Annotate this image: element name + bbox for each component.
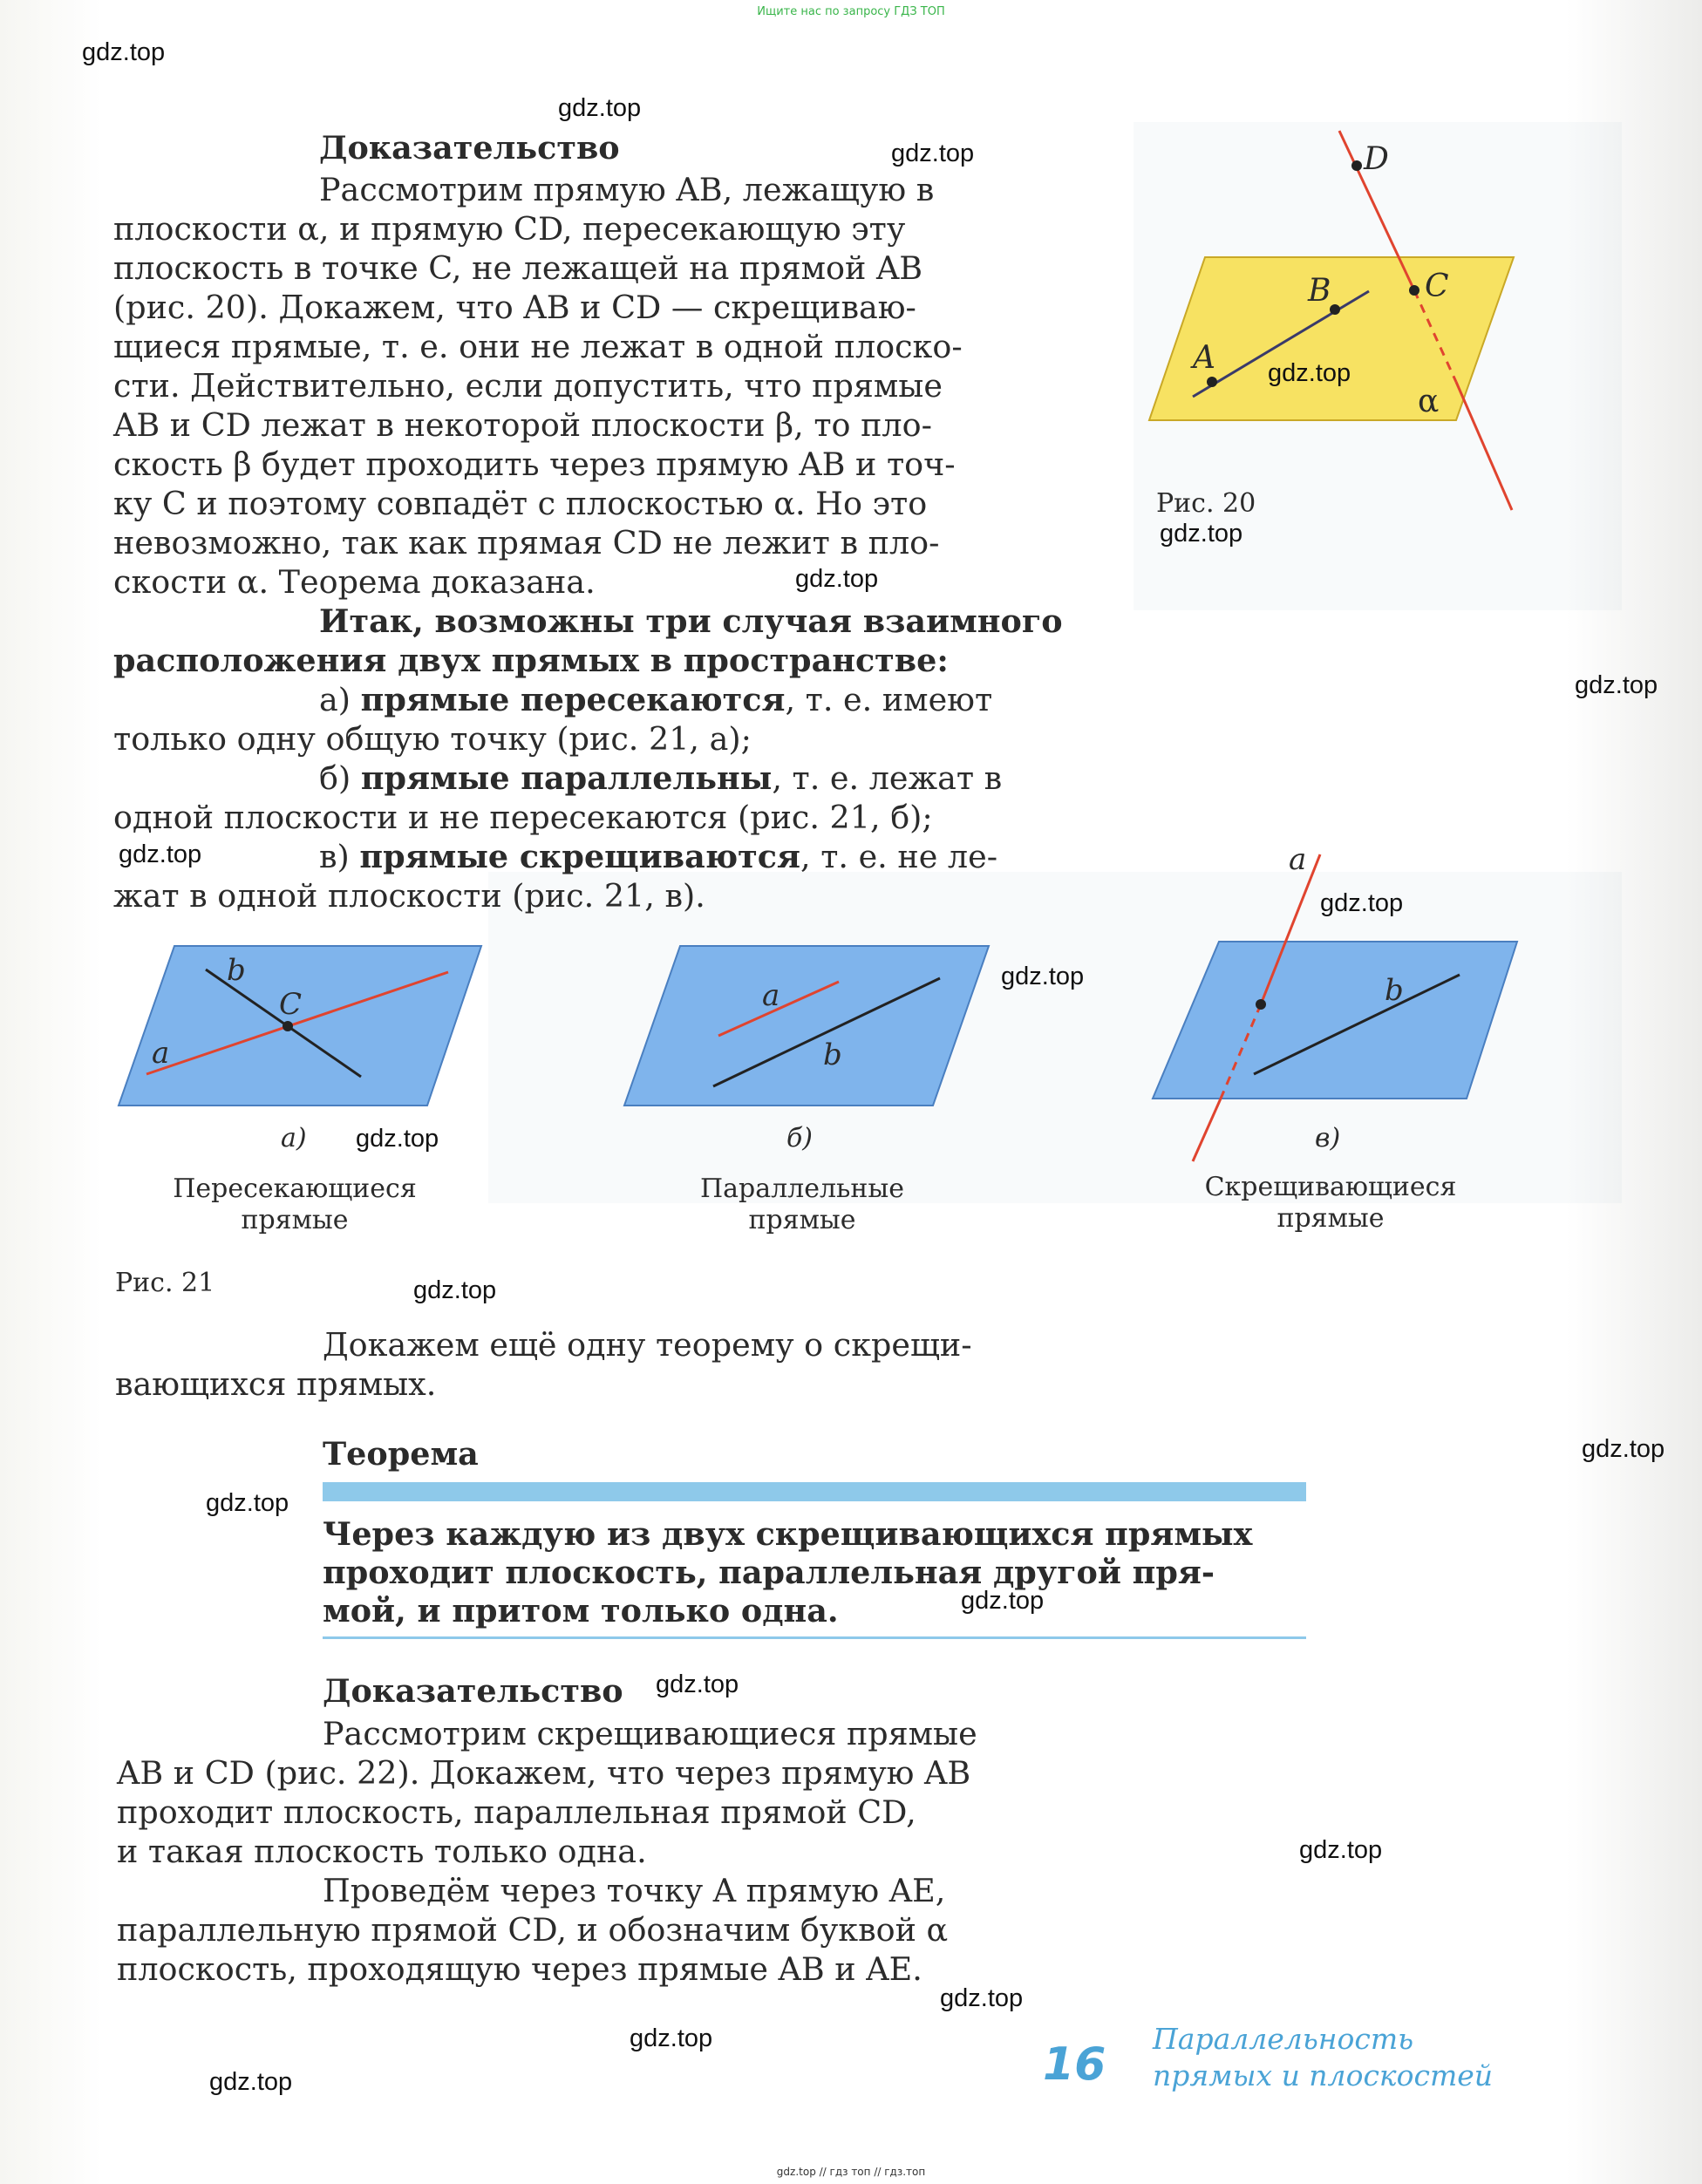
text-line: щиеся прямые, т. е. они не лежат в одной плоско- bbox=[113, 328, 963, 365]
panel-title bbox=[663, 1174, 942, 1236]
case-rest: , т. е. имеют bbox=[785, 681, 993, 718]
text-line: плоскость в точке C, не лежащей на прямой AB bbox=[113, 249, 923, 287]
figure-21-caption: Рис. 21 bbox=[115, 1268, 215, 1298]
panel-letter: б) bbox=[786, 1123, 814, 1153]
watermark: gdz.top bbox=[413, 1276, 497, 1304]
text-line: параллельную прямой CD, и обозначим буквой α bbox=[117, 1911, 949, 1949]
case-label: а) bbox=[319, 681, 351, 718]
plane-a bbox=[119, 946, 481, 1106]
watermark: gdz.top bbox=[1268, 359, 1351, 387]
text-line: Докажем ещё одну теорему о скрещи- bbox=[323, 1326, 972, 1364]
watermark: gdz.top bbox=[940, 1984, 1024, 2012]
watermark: gdz.top bbox=[558, 94, 642, 122]
watermark: gdz.top bbox=[356, 1125, 439, 1153]
watermark: gdz.top bbox=[209, 2068, 293, 2096]
theorem-heading: Теорема bbox=[323, 1435, 479, 1473]
theorem-line: мой, и притом только одна. bbox=[323, 1592, 839, 1629]
case-label: б) bbox=[319, 759, 351, 797]
chapter-line: прямых и плоскостей bbox=[1153, 2058, 1494, 2092]
watermark: gdz.top bbox=[1582, 1435, 1665, 1463]
text-line: AB и CD (рис. 22). Докажем, что через прямую AB bbox=[117, 1754, 971, 1792]
watermark: gdz.top bbox=[630, 2024, 713, 2052]
panel-title-line: прямые bbox=[1276, 1203, 1385, 1234]
text-line: скость β будет проходить через прямую AB и точ- bbox=[113, 446, 956, 483]
watermark: gdz.top bbox=[795, 565, 879, 593]
watermark: gdz.top bbox=[82, 38, 166, 66]
text-line: невозможно, так как прямая CD не лежит в пло- bbox=[113, 524, 940, 561]
case-rest: , т. е. лежат в bbox=[772, 759, 1003, 797]
theorem-line: Через каждую из двух скрещивающихся прямых bbox=[323, 1515, 1253, 1553]
text-line: скости α. Теорема доказана. bbox=[113, 563, 596, 601]
text-line: Проведём через точку A прямую AE, bbox=[323, 1872, 946, 1909]
watermark: gdz.top bbox=[891, 139, 975, 167]
text-line: вающихся прямых. bbox=[115, 1365, 437, 1403]
label-d: D bbox=[1364, 141, 1389, 177]
label-a: A bbox=[1193, 340, 1215, 376]
text-line: Рассмотрим прямую AB, лежащую в bbox=[319, 171, 935, 208]
label-b: b bbox=[1385, 973, 1404, 1008]
label-b: B bbox=[1308, 273, 1331, 309]
panel-title bbox=[145, 1174, 445, 1236]
proof-heading: Доказательство bbox=[323, 1672, 623, 1710]
panel-title-line: Скрещивающиеся bbox=[1204, 1172, 1457, 1202]
watermark: gdz.top bbox=[1160, 520, 1243, 548]
watermark: gdz.top bbox=[1320, 889, 1404, 917]
case-rest: , т. е. не ле- bbox=[800, 838, 998, 875]
label-c: C bbox=[1425, 269, 1449, 304]
text-line: плоскости α, и прямую CD, пересекающую эту bbox=[113, 210, 906, 248]
case-term: прямые параллельны bbox=[360, 759, 773, 797]
text-line: сти. Действительно, если допустить, что прямые bbox=[113, 367, 943, 405]
label-b: b bbox=[823, 1038, 842, 1072]
watermark: gdz.top bbox=[656, 1670, 739, 1698]
case-term: прямые скрещиваются bbox=[359, 838, 800, 875]
watermark: gdz.top bbox=[1299, 1836, 1383, 1864]
text-line: Рассмотрим скрещивающиеся прямые bbox=[323, 1715, 977, 1752]
theorem-bar bbox=[323, 1482, 1306, 1501]
bottom-banner: gdz.top // гдз топ // гдз.топ bbox=[776, 2166, 926, 2178]
panel-title-line: прямые bbox=[748, 1205, 856, 1235]
point-c bbox=[283, 1021, 293, 1031]
label-a: a bbox=[1289, 842, 1307, 877]
watermark: gdz.top bbox=[119, 840, 202, 868]
cases-intro: расположения двух прямых в пространстве: bbox=[113, 642, 949, 679]
panel-title-line: Параллельные bbox=[699, 1174, 905, 1204]
case-label: в) bbox=[319, 838, 350, 875]
panel-title-line: прямые bbox=[241, 1205, 349, 1235]
watermark: gdz.top bbox=[206, 1489, 289, 1517]
line-a-skew-lower bbox=[1193, 1099, 1221, 1161]
plane-c bbox=[1153, 942, 1517, 1099]
theorem-line: проходит плоскость, параллельная другой пря- bbox=[323, 1554, 1215, 1591]
proof-heading: Доказательство bbox=[319, 129, 620, 167]
text-line: AB и CD лежат в некоторой плоскости β, то пло- bbox=[113, 406, 932, 444]
panel-title bbox=[1182, 1172, 1479, 1235]
text-line: (рис. 20). Докажем, что AB и CD — скрещиваю- bbox=[113, 289, 916, 326]
plane-b bbox=[624, 946, 989, 1106]
text-line: и такая плоскость только одна. bbox=[117, 1833, 647, 1870]
figure-20-caption: Рис. 20 bbox=[1156, 488, 1256, 519]
text-line: проходит плоскость, параллельная прямой CD, bbox=[117, 1793, 916, 1831]
watermark: gdz.top bbox=[1001, 963, 1085, 990]
watermark: gdz.top bbox=[1575, 671, 1658, 699]
cases-intro: Итак, возможны три случая взаимного bbox=[319, 602, 1063, 640]
text-line: плоскость, проходящую через прямые AB и AE. bbox=[117, 1950, 922, 1988]
theorem-rule bbox=[323, 1636, 1306, 1639]
top-banner: Ищите нас по запросу ГДЗ ТОП bbox=[757, 5, 945, 18]
panel-title-line: Пересекающиеся bbox=[173, 1174, 417, 1204]
case-term: прямые пересекаются bbox=[360, 681, 786, 718]
panel-letter: а) bbox=[281, 1123, 307, 1153]
label-b: b bbox=[227, 953, 246, 988]
chapter-line: Параллельность bbox=[1153, 2022, 1414, 2056]
intersection-point bbox=[1256, 999, 1266, 1010]
label-a: a bbox=[762, 978, 780, 1013]
text-line: только одну общую точку (рис. 21, а); bbox=[113, 720, 752, 758]
chapter-title bbox=[1153, 2021, 1493, 2094]
label-c: C bbox=[279, 987, 303, 1022]
panel-letter: в) bbox=[1315, 1123, 1341, 1153]
text-line: одной плоскости и не пересекаются (рис. 21, б); bbox=[113, 799, 933, 836]
label-alpha: α bbox=[1418, 384, 1440, 419]
text-line: ку C и поэтому совпадёт с плоскостью α. Но это bbox=[113, 485, 928, 522]
watermark: gdz.top bbox=[961, 1587, 1045, 1615]
label-a: a bbox=[152, 1036, 170, 1071]
text-line: жат в одной плоскости (рис. 21, в). bbox=[113, 877, 705, 915]
page-number: 16 bbox=[1043, 2038, 1106, 2091]
